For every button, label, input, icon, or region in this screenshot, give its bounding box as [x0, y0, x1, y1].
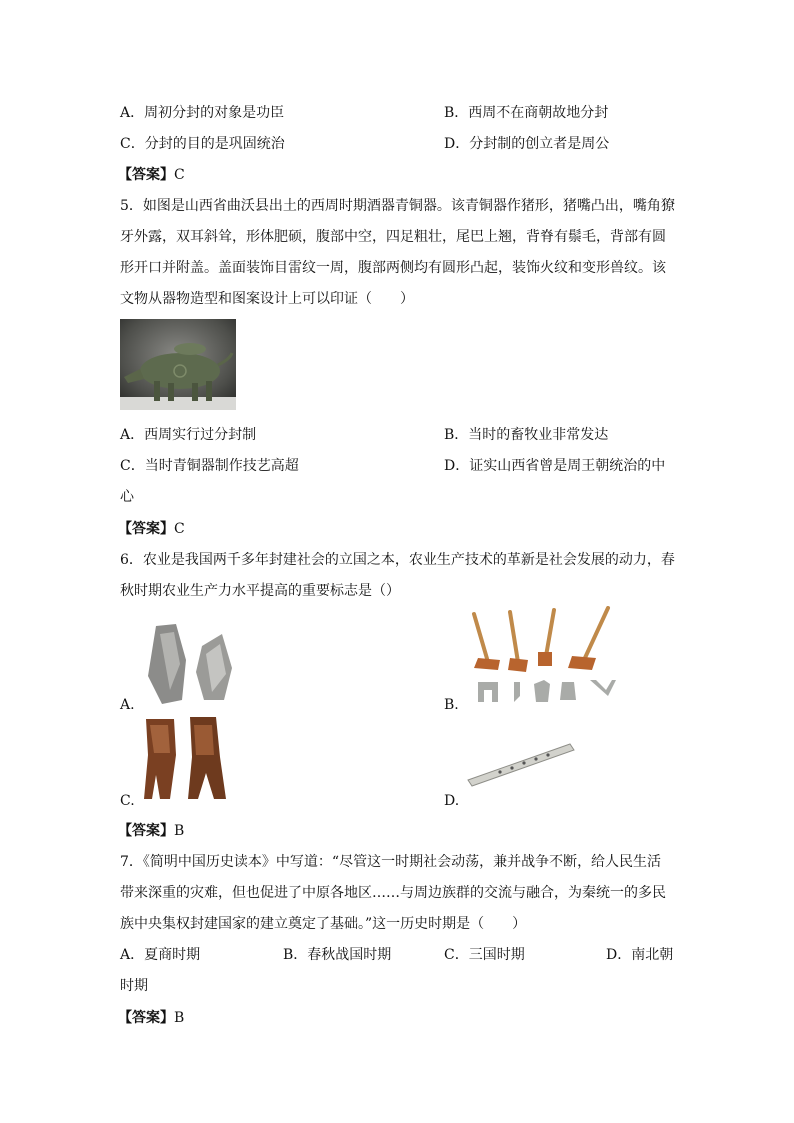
q4-option-b: B．西周不在商朝故地分封	[444, 105, 609, 121]
stone-tools-image	[140, 620, 240, 710]
iron-farm-tools-image	[460, 606, 620, 706]
bronze-spade-tools-image	[140, 715, 230, 805]
q6-option-a: A.	[120, 697, 135, 713]
q5-line-1: 5．如图是山西省曲沃县出土的西周时期酒器青铜器。该青铜器作猪形，猪嘴凸出，嘴角獠	[120, 198, 675, 214]
q5-line-4: 文物从器物造型和图案设计上可以印证（ ）	[120, 291, 414, 307]
q5-option-a: A．西周实行过分封制	[120, 427, 257, 443]
q7-option-a: A．夏商时期	[120, 947, 201, 963]
q5-option-b: B．当时的畜牧业非常发达	[444, 427, 609, 443]
bronze-pig-vessel-image	[120, 319, 236, 410]
q7-option-d-continued: 时期	[120, 978, 148, 994]
q6-answer	[118, 822, 184, 840]
q4-option-a: A．周初分封的对象是功臣	[120, 105, 285, 121]
answer-value: B	[174, 823, 185, 839]
q7-line-2: 带来深重的灾难，但也促进了中原各地区……与周边族群的交流与融合，为秦统一的多民	[120, 885, 666, 901]
q6-line-2: 秋时期农业生产力水平提高的重要标志是（）	[120, 583, 400, 599]
q5-option-d: D．证实山西省曾是周王朝统治的中	[444, 458, 666, 474]
answer-value: C	[174, 521, 185, 537]
q7-option-d: D．南北朝	[606, 947, 674, 963]
bone-flute-image	[464, 738, 576, 790]
q6-option-d: D.	[444, 793, 460, 809]
q5-line-3: 形开口并附盖。盖面装饰目雷纹一周，腹部两侧均有圆形凸起，装饰火纹和变形兽纹。该	[120, 260, 666, 276]
q7-line-1: 7．《简明中国历史读本》中写道：“尽管这一时期社会动荡，兼并战争不断，给人民生活	[120, 854, 662, 870]
q6-option-c: C.	[120, 793, 135, 809]
q7-option-c: C．三国时期	[444, 947, 525, 963]
q7-answer	[118, 1009, 184, 1027]
q7-line-3: 族中央集权封建国家的建立奠定了基础。”这一历史时期是（ ）	[120, 916, 527, 932]
q6-line-1: 6．农业是我国两千多年封建社会的立国之本，农业生产技术的革新是社会发展的动力，春	[120, 552, 675, 568]
answer-label: 【答案】	[118, 823, 174, 839]
answer-label: 【答案】	[118, 167, 174, 183]
q7-option-b: B．春秋战国时期	[283, 947, 392, 963]
answer-value: C	[174, 167, 185, 183]
answer-label: 【答案】	[118, 521, 174, 537]
answer-label: 【答案】	[118, 1010, 174, 1026]
q5-option-d-continued: 心	[120, 489, 134, 505]
q4-option-d: D．分封制的创立者是周公	[444, 136, 610, 152]
q5-answer	[118, 520, 185, 538]
q6-option-b: B.	[444, 697, 459, 713]
q5-line-2: 牙外露，双耳斜耸，形体肥硕，腹部中空，四足粗壮，尾巴上翘，背脊有鬃毛，背部有圆	[120, 229, 666, 245]
q4-answer	[118, 166, 185, 184]
q4-option-c: C．分封的目的是巩固统治	[120, 136, 285, 152]
q5-option-c: C．当时青铜器制作技艺高超	[120, 458, 299, 474]
answer-value: B	[174, 1010, 185, 1026]
